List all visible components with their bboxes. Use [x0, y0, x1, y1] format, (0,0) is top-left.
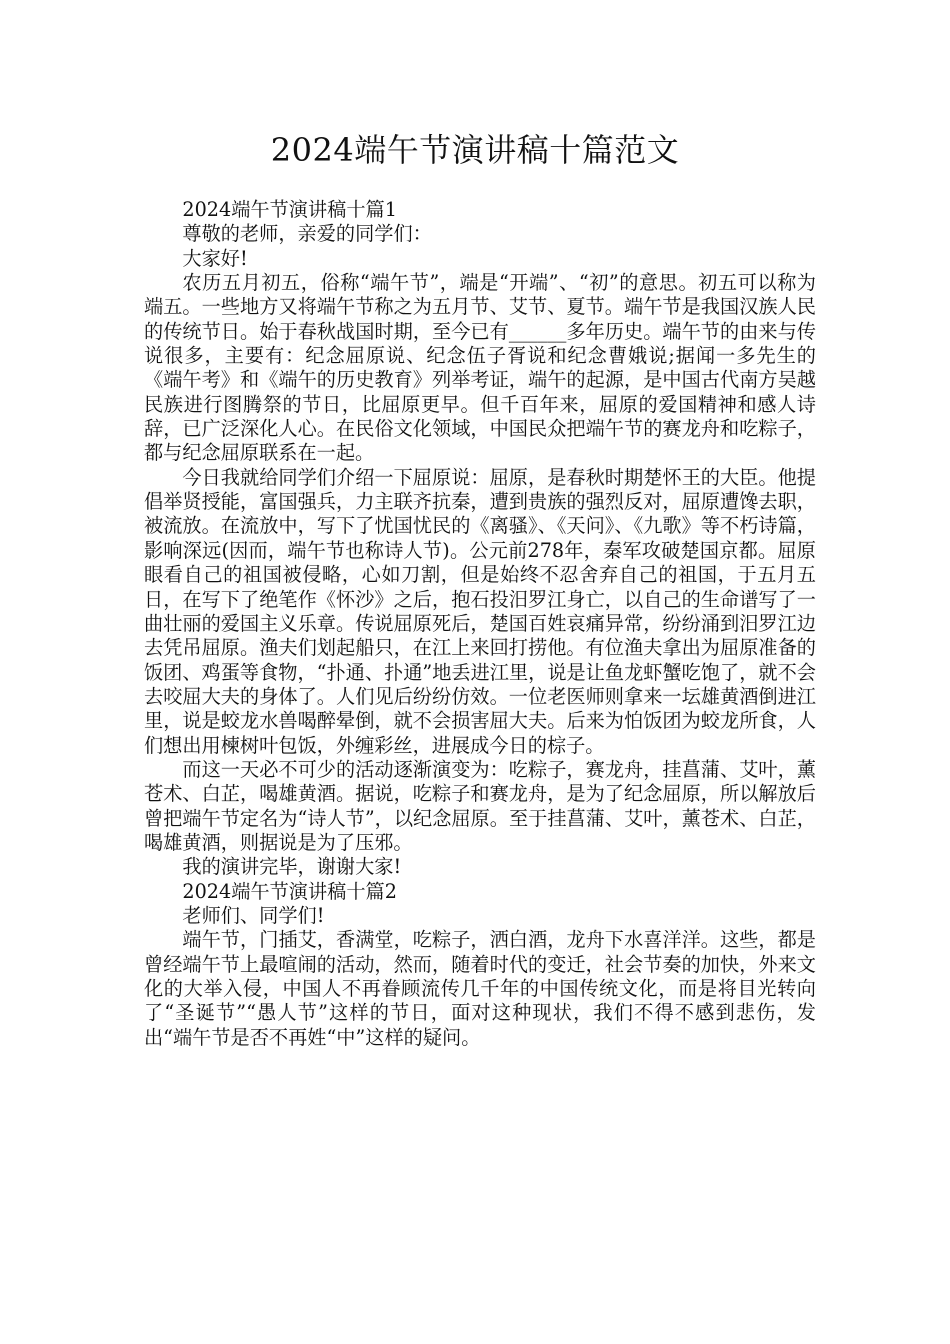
document-title: 2024端午节演讲稿十篇范文	[270, 131, 680, 169]
body-paragraph: 农历五月初五，俗称“端午节”，端是“开端”、“初”的意思。初五可以称为端五。一些地方又将端午节称之为五月节、艾节、夏节。端午节是我国汉族人民的传统节日。始于春秋战国时期，至今已有______多年历史。端午节的由来与传说很多，主要有：纪念屈原说、纪念伍子胥说和纪念曹娥说;据闻一多先生的《端午考》和《端午的历史教育》列举考证，端午的起源，是中国古代南方吴越民族进行图腾祭的节日，比屈原更早。但千百年来，屈原的爱国精神和感人诗辞，已广泛深化人心。在民俗文化领域，中国民众把端午节的赛龙舟和吃粽子，都与纪念屈原联系在一起。	[144, 271, 816, 465]
salutation: 老师们、同学们!	[182, 903, 325, 927]
section-heading-2: 2024端午节演讲稿十篇2	[182, 879, 397, 903]
closing-line: 我的演讲完毕，谢谢大家!	[182, 855, 402, 879]
body-paragraph: 端午节，门插艾，香满堂，吃粽子，洒白酒，龙舟下水喜洋洋。这些，都是曾经端午节上最喧闹的活动，然而，随着时代的变迁，社会节奏的加快，外来文化的大举入侵，中国人不再眷顾流传几千年的中国传统文化，而是将目光转向了“圣诞节”“愚人节”这样的节日，面对这种现状，我们不得不感到悲伤，发出“端午节是否不再姓“中”这样的疑问。	[144, 928, 816, 1049]
salutation: 尊敬的老师，亲爱的同学们：	[182, 222, 432, 246]
body-paragraph: 而这一天必不可少的活动逐渐演变为：吃粽子，赛龙舟，挂菖蒲、艾叶，薰苍术、白芷，喝雄黄酒。据说，吃粽子和赛龙舟，是为了纪念屈原，所以解放后曾把端午节定名为“诗人节”，以纪念屈原。至于挂菖蒲、艾叶，薰苍术、白芷，喝雄黄酒，则据说是为了压邪。	[144, 757, 816, 854]
document-body	[144, 198, 816, 1050]
greeting: 大家好!	[182, 246, 248, 270]
section-heading-1: 2024端午节演讲稿十篇1	[182, 198, 397, 221]
body-paragraph: 今日我就给同学们介绍一下屈原说：屈原，是春秋时期楚怀王的大臣。他提倡举贤授能，富国强兵，力主联齐抗秦，遭到贵族的强烈反对，屈原遭馋去职，被流放。在流放中，写下了忧国忧民的《离骚》、《天问》、《九歌》等不朽诗篇，影响深远(因而，端午节也称诗人节)。公元前278年，秦军攻破楚国京都。屈原眼看自己的祖国被侵略，心如刀割，但是始终不忍舍弃自己的祖国，于五月五日，在写下了绝笔作《怀沙》之后，抱石投汨罗江身亡，以自己的生命谱写了一曲壮丽的爱国主义乐章。传说屈原死后，楚国百姓哀痛异常，纷纷涌到汨罗江边去凭吊屈原。渔夫们划起船只，在江上来回打捞他。有位渔夫拿出为屈原准备的饭团、鸡蛋等食物，“扑通、扑通”地丢进江里，说是让鱼龙虾蟹吃饱了，就不会去咬屈大夫的身体了。人们见后纷纷仿效。一位老医师则拿来一坛雄黄酒倒进江里，说是蛟龙水兽喝醉晕倒，就不会损害屈大夫。后来为怕饭团为蛟龙所食，人们想出用楝树叶包饭，外缠彩丝，进展成今日的棕子。	[144, 465, 816, 757]
